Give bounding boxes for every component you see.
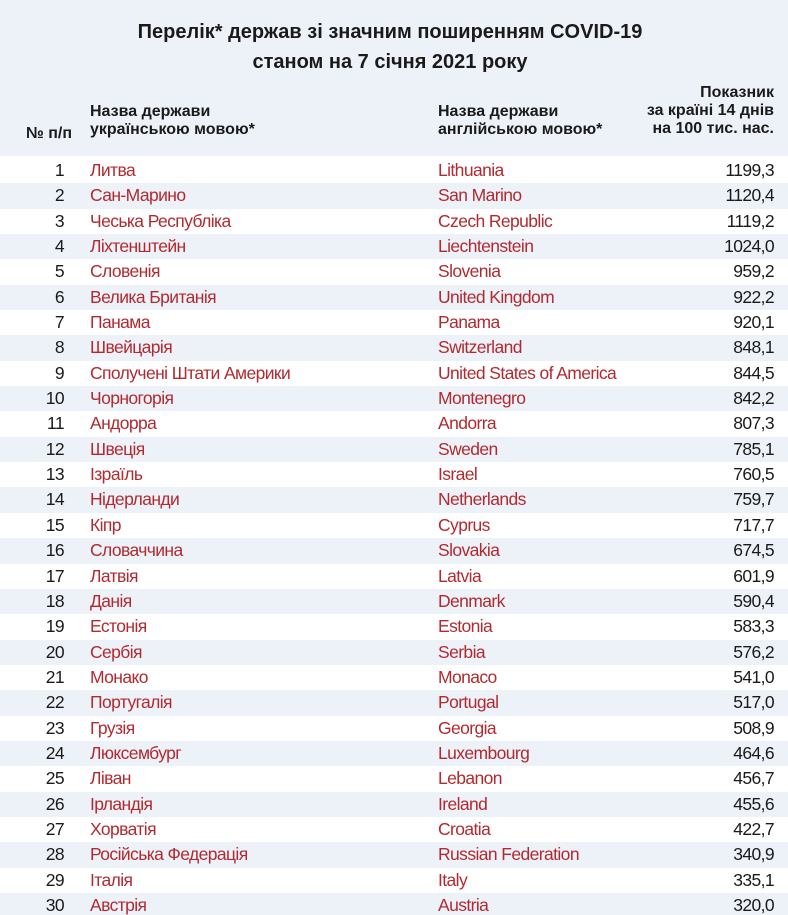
country-name-english: Lebanon xyxy=(438,768,502,789)
country-name-english: Czech Republic xyxy=(438,210,553,231)
column-header-english-name-line-1: Назва держави xyxy=(438,103,559,120)
incidence-value: 922,2 xyxy=(733,286,774,307)
country-name-english: Estonia xyxy=(438,616,493,637)
country-name-ukrainian: Данія xyxy=(90,590,132,611)
country-name-ukrainian: Чеська Республіка xyxy=(90,210,231,231)
table-row xyxy=(0,589,788,614)
country-name-ukrainian: Латвія xyxy=(90,565,138,586)
country-name-english: Lithuania xyxy=(438,160,504,180)
country-name-english: Austria xyxy=(438,894,489,915)
country-name-english: Ireland xyxy=(438,793,488,814)
country-name-english: Panama xyxy=(438,312,500,333)
country-name-ukrainian: Монако xyxy=(90,666,148,687)
column-header-indicator-line-3: на 100 тис. нас. xyxy=(652,120,774,137)
row-number: 21 xyxy=(45,666,64,687)
incidence-value: 456,7 xyxy=(733,768,774,789)
incidence-value: 760,5 xyxy=(733,464,774,485)
country-name-english: Netherlands xyxy=(438,489,526,510)
country-name-english: Russian Federation xyxy=(438,844,579,865)
country-name-ukrainian: Швейцарія xyxy=(90,337,173,358)
row-number: 19 xyxy=(45,616,64,637)
table-row xyxy=(0,209,788,234)
country-name-english: Cyprus xyxy=(438,514,490,535)
country-name-ukrainian: Кіпр xyxy=(90,514,121,535)
incidence-value: 920,1 xyxy=(733,312,774,333)
country-name-english: United States of America xyxy=(438,362,617,383)
country-name-ukrainian: Нідерланди xyxy=(90,489,180,510)
table-row xyxy=(0,386,788,411)
row-number: 27 xyxy=(45,818,64,839)
country-name-ukrainian: Чорногорія xyxy=(90,388,174,409)
country-name-ukrainian: Австрія xyxy=(90,894,147,915)
country-name-ukrainian: Ліхтенштейн xyxy=(90,236,186,257)
column-header-indicator xyxy=(560,84,774,138)
table-row xyxy=(0,538,788,563)
incidence-value: 807,3 xyxy=(733,413,774,434)
country-name-english: Latvia xyxy=(438,565,482,586)
country-name-english: Israel xyxy=(438,464,478,485)
country-name-english: Liechtenstein xyxy=(438,236,534,257)
table-row xyxy=(0,487,788,512)
table-row xyxy=(0,361,788,386)
row-number: 17 xyxy=(45,565,64,586)
country-name-english: Portugal xyxy=(438,692,499,713)
incidence-value: 583,3 xyxy=(733,616,774,637)
row-number: 22 xyxy=(45,692,64,713)
country-name-english: Denmark xyxy=(438,590,505,611)
country-name-ukrainian: Ліван xyxy=(90,768,131,789)
country-name-english: Slovakia xyxy=(438,540,500,561)
country-name-english: Luxembourg xyxy=(438,742,530,763)
incidence-value: 959,2 xyxy=(733,261,774,282)
table-row xyxy=(0,868,788,893)
country-name-english: San Marino xyxy=(438,185,522,206)
country-name-ukrainian: Сербія xyxy=(90,641,142,662)
country-name-english: Andorra xyxy=(438,413,497,434)
table-row xyxy=(0,690,788,715)
table-row xyxy=(0,411,788,436)
row-number: 5 xyxy=(54,261,64,282)
country-name-english: Italy xyxy=(438,869,468,890)
row-number: 4 xyxy=(54,236,64,257)
incidence-value: 508,9 xyxy=(733,717,774,738)
country-name-ukrainian: Хорватія xyxy=(90,818,156,839)
table-row xyxy=(0,741,788,766)
incidence-value: 576,2 xyxy=(733,641,774,662)
country-name-ukrainian: Словенія xyxy=(90,261,160,282)
table-row xyxy=(0,842,788,867)
incidence-value: 759,7 xyxy=(733,489,774,510)
table-row xyxy=(0,716,788,741)
incidence-value: 340,9 xyxy=(733,844,774,865)
incidence-value: 455,6 xyxy=(733,793,774,814)
country-name-ukrainian: Панама xyxy=(90,312,150,333)
incidence-value: 717,7 xyxy=(733,514,774,535)
row-number: 2 xyxy=(54,185,64,206)
incidence-value: 422,7 xyxy=(733,818,774,839)
country-name-english: Croatia xyxy=(438,818,491,839)
table-row xyxy=(0,513,788,538)
country-name-ukrainian: Італія xyxy=(90,869,133,890)
column-header-ukrainian-name-line-2: українською мовою* xyxy=(90,121,255,138)
column-header-number: № п/п xyxy=(25,125,72,142)
table-row xyxy=(0,614,788,639)
table-row xyxy=(0,792,788,817)
country-name-ukrainian: Сан-Марино xyxy=(90,185,186,206)
row-number: 1 xyxy=(54,160,64,180)
row-number: 11 xyxy=(47,413,64,434)
country-name-ukrainian: Андорра xyxy=(90,413,157,434)
country-name-english: Slovenia xyxy=(438,261,501,282)
country-name-english: United Kingdom xyxy=(438,286,555,307)
row-number: 13 xyxy=(45,464,64,485)
table-row xyxy=(0,893,788,915)
incidence-value: 1024,0 xyxy=(724,236,774,257)
incidence-value: 844,5 xyxy=(733,362,774,383)
row-number: 9 xyxy=(54,362,64,383)
row-number: 12 xyxy=(45,438,64,459)
country-name-english: Switzerland xyxy=(438,337,522,358)
row-number: 20 xyxy=(45,641,64,662)
country-name-ukrainian: Словаччина xyxy=(90,540,183,561)
row-number: 23 xyxy=(45,717,64,738)
row-number: 15 xyxy=(45,514,64,535)
row-number: 29 xyxy=(45,869,64,890)
table-row xyxy=(0,310,788,335)
table-row xyxy=(0,158,788,183)
table-row xyxy=(0,817,788,842)
table-row xyxy=(0,564,788,589)
row-number: 6 xyxy=(54,286,64,307)
row-number: 8 xyxy=(54,337,64,358)
country-name-ukrainian: Люксембург xyxy=(90,742,182,763)
column-header-ukrainian-name xyxy=(90,103,390,139)
table-row xyxy=(0,285,788,310)
column-header-indicator-line-2: за країні 14 днів xyxy=(646,102,774,119)
row-number: 16 xyxy=(45,540,64,561)
table-row xyxy=(0,335,788,360)
incidence-value: 848,1 xyxy=(733,337,774,358)
country-name-english: Montenegro xyxy=(438,388,526,409)
incidence-value: 320,0 xyxy=(733,894,774,915)
row-number: 25 xyxy=(45,768,64,789)
row-number: 26 xyxy=(45,793,64,814)
country-name-ukrainian: Ірландія xyxy=(90,793,153,814)
country-name-ukrainian: Португалія xyxy=(90,692,172,713)
table-row xyxy=(0,462,788,487)
row-number: 3 xyxy=(54,210,64,231)
row-number: 24 xyxy=(45,742,64,763)
country-name-ukrainian: Велика Британія xyxy=(90,286,217,307)
country-name-ukrainian: Грузія xyxy=(90,717,135,738)
table-row xyxy=(0,766,788,791)
incidence-value: 541,0 xyxy=(733,666,774,687)
table-row xyxy=(0,183,788,208)
table-body xyxy=(0,158,788,915)
incidence-value: 517,0 xyxy=(733,692,774,713)
row-number: 30 xyxy=(45,894,64,915)
document-title-line-2: станом на 7 січня 2021 року xyxy=(252,51,528,73)
column-header-ukrainian-name-line-1: Назва держави xyxy=(90,103,211,120)
incidence-value: 842,2 xyxy=(733,388,774,409)
row-number: 28 xyxy=(45,844,64,865)
row-number: 7 xyxy=(54,312,64,333)
country-name-ukrainian: Ізраїль xyxy=(90,464,143,485)
table-row xyxy=(0,234,788,259)
table-row xyxy=(0,665,788,690)
row-number: 18 xyxy=(45,590,64,611)
row-number: 14 xyxy=(45,489,64,510)
incidence-value: 335,1 xyxy=(733,869,774,890)
table-row xyxy=(0,640,788,665)
incidence-value: 1120,4 xyxy=(725,185,774,206)
column-header-indicator-line-1: Показник xyxy=(700,84,774,101)
table-header-area xyxy=(0,0,788,156)
country-name-english: Serbia xyxy=(438,641,485,662)
incidence-value: 785,1 xyxy=(733,438,774,459)
incidence-value: 590,4 xyxy=(733,590,774,611)
country-name-english: Monaco xyxy=(438,666,497,687)
row-number: 10 xyxy=(45,388,64,409)
incidence-value: 1199,3 xyxy=(725,160,774,180)
document-title-line-1: Перелік* держав зі значним поширенням COVID-19 xyxy=(137,21,643,43)
table-row xyxy=(0,437,788,462)
incidence-value: 601,9 xyxy=(733,565,774,586)
country-name-english: Sweden xyxy=(438,438,498,459)
table-row xyxy=(0,259,788,284)
incidence-value: 1119,2 xyxy=(726,210,774,231)
country-name-ukrainian: Литва xyxy=(90,160,136,180)
country-name-english: Georgia xyxy=(438,717,497,738)
incidence-value: 674,5 xyxy=(733,540,774,561)
country-name-ukrainian: Естонія xyxy=(90,616,147,637)
incidence-value: 464,6 xyxy=(733,742,774,763)
column-header-english-name-line-2: англійською мовою* xyxy=(438,121,603,138)
country-name-ukrainian: Швеція xyxy=(90,438,145,459)
country-name-ukrainian: Російська Федерація xyxy=(90,844,248,865)
country-name-ukrainian: Сполучені Штати Америки xyxy=(90,362,291,383)
